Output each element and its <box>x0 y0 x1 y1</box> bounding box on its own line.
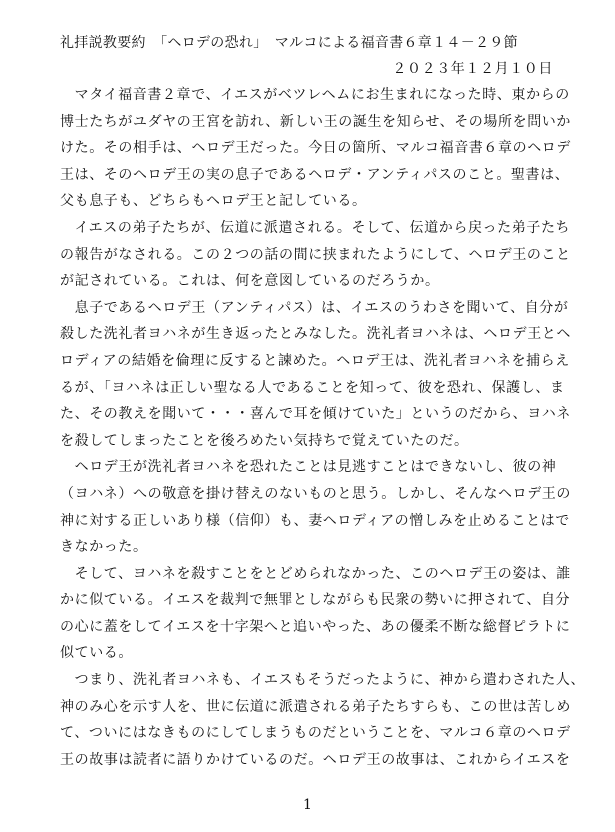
paragraph-2 <box>60 219 571 299</box>
text-line: 王は、そのヘロデ王の実の息子であるヘロデ・アンティパスのこと。聖書は、 <box>60 166 570 183</box>
text-line: るが、「ヨハネは正しい聖なる人であることを知って、彼を恐れ、保護し、ま <box>60 379 565 396</box>
paragraph-6 <box>60 671 586 777</box>
paragraph-4 <box>60 458 571 564</box>
text-line: 神に対する正しいあり様（信仰）も、妻ヘロディアの憎しみを止めることはで <box>60 512 570 529</box>
text-line: が記されている。これは、何を意図しているのだろうか。 <box>60 273 440 290</box>
paragraph-3 <box>60 299 571 459</box>
text-line: イエスの弟子たちが、伝道に派遣される。そして、伝道から戻った弟子たち <box>60 219 571 236</box>
text-line: ロディアの結婚を倫理に反すると諫めた。ヘロデ王は、洗礼者ヨハネを捕らえ <box>60 352 570 369</box>
text-line: 似ている。 <box>60 645 133 662</box>
text-line: 神のみ心を示す人を、世に伝道に派遣される弟子たちすらも、この世は苦しめ <box>60 698 571 715</box>
text-line: ヘロデ王が洗礼者ヨハネを恐れたことは見逃すことはできないし、彼の神 <box>60 459 557 476</box>
text-line: 殺した洗礼者ヨハネが生き返ったとみなした。洗礼者ヨハネは、ヘロデ王とヘ <box>60 326 571 343</box>
text-line: の心に蓋をしてイエスを十字架へと追いやった、あの優柔不断な総督ピラトに <box>60 618 571 635</box>
text-line: そして、ヨハネを殺すことをとどめられなかった、このヘロデ王の姿は、誰 <box>60 565 571 582</box>
text-line: た、その教えを聞いて・・・喜んで耳を傾けていた」というのだから、ヨハネ <box>60 406 571 423</box>
sermon-title: 礼拝説教要約 「ヘロデの恐れ」 マルコによる福音書６章１４－２９節 <box>60 35 518 51</box>
text-line: かに似ている。イエスを裁判で無罪としながらも民衆の勢いに押されて、自分 <box>60 592 571 609</box>
text-line: 博士たちがユダヤの王宮を訪れ、新しい王の誕生を知らせ、その場所を問いか <box>60 113 571 130</box>
sermon-date: ２０２３年１２月１０日 <box>392 61 553 77</box>
paragraph-5 <box>60 565 571 671</box>
text-line: 息子であるヘロデ王（アンティパス）は、イエスのうわさを聞いて、自分が <box>60 299 569 316</box>
text-line: 王の故事は読者に語りかけているのだ。ヘロデ王の故事は、これからイエスを <box>60 751 571 768</box>
text-line: けた。その相手は、ヘロデ王だった。今日の箇所、マルコ福音書６章のヘロデ <box>60 140 571 157</box>
text-line: きなかった。 <box>60 539 148 556</box>
text-line: を殺してしまったことを後ろめたい気持ちで覚えていたのだ。 <box>60 432 469 449</box>
page-number: 1 <box>303 797 312 813</box>
text-line: （ヨハネ）への敬意を掛け替えのないものと思う。しかし、そんなヘロデ王の <box>60 485 571 502</box>
sermon-body <box>60 86 586 777</box>
paragraph-1 <box>60 86 571 219</box>
text-line: の報告がなされる。この２つの話の間に挟まれたようにして、ヘロデ王のこと <box>60 246 571 263</box>
text-line: て、ついにはなきものにしてしまうものだということを、マルコ６章のヘロデ <box>60 725 571 742</box>
text-line: つまり、洗礼者ヨハネも、イエスもそうだったように、神から遣わされた人、 <box>60 672 586 689</box>
text-line: 父も息子も、どちらもヘロデ王と記している。 <box>60 193 367 210</box>
text-line: マタイ福音書２章で、イエスがベツレヘムにお生まれになった時、東からの <box>60 87 570 103</box>
